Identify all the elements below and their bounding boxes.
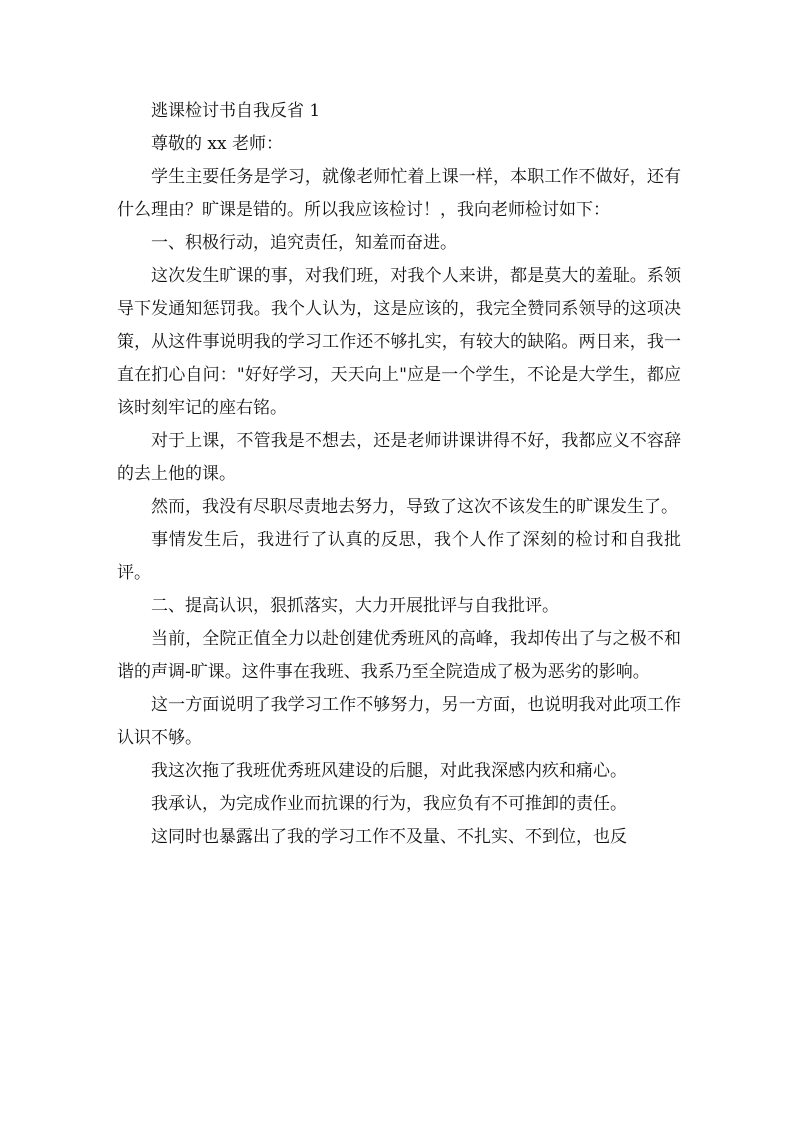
paragraph-4: 然而，我没有尽职尽责地去努力，导致了这次不该发生的旷课发生了。 (151, 497, 678, 517)
paragraph-2: 这次发生旷课的事，对我们班，对我个人来讲，都是莫大的羞耻。系领导下发通知惩罚我。我个人认为，这是应该的，我完全赞同系领导的这项决策，从这件事说明我的学习工作还不够扎实，有较大的缺陷。两日来，我一直在扪心自问："好好学习，天天向上"应是一个学生，不论是大学生，都应该时刻牢记的座右铭。 (117, 266, 681, 418)
paragraph-7: 这一方面说明了我学习工作不够努力，另一方面，也说明我对此项工作认识不够。 (117, 695, 681, 748)
document-title: 逃课检讨书自我反省 1 (151, 101, 321, 121)
salutation: 尊敬的 xx 老师： (151, 134, 283, 154)
paragraph-9: 我承认，为完成作业而抗课的行为，我应负有不可推卸的责任。 (151, 794, 627, 814)
paragraph-6: 当前，全院正值全力以赴创建优秀班风的高峰，我却传出了与之极不和谐的声调-旷课。这件事在我班、我系乃至全院造成了极为恶劣的影响。 (117, 629, 681, 682)
section-heading-2: 二、提高认识，狠抓落实，大力开展批评与自我批评。 (151, 596, 559, 616)
paragraph-8: 我这次拖了我班优秀班风建设的后腿，对此我深感内疚和痛心。 (151, 761, 627, 781)
paragraph-1: 学生主要任务是学习，就像老师忙着上课一样，本职工作不做好，还有什么理由？旷课是错的。所以我应该检讨！，我向老师检讨如下： (117, 167, 681, 220)
paragraph-3: 对于上课，不管我是不想去，还是老师讲课讲得不好，我都应义不容辞的去上他的课。 (117, 431, 681, 484)
document-body (117, 95, 681, 854)
paragraph-5: 事情发生后，我进行了认真的反思，我个人作了深刻的检讨和自我批评。 (117, 530, 681, 583)
paragraph-10: 这同时也暴露出了我的学习工作不及量、不扎实、不到位，也反 (151, 827, 627, 847)
section-heading-1: 一、积极行动，追究责任，知羞而奋进。 (151, 233, 457, 253)
